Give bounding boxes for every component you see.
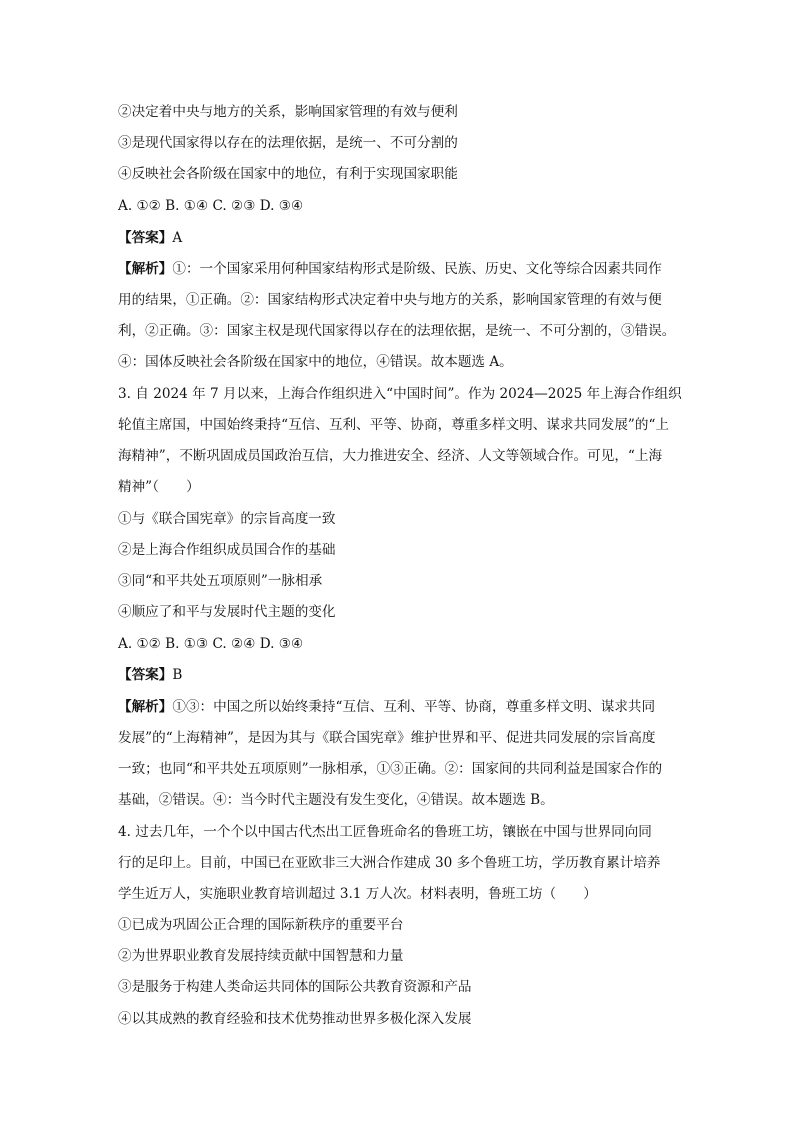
q3-stem-line-3: 海精神”，不断巩固成员国政治互信，大力推进安全、经济、人文等领域合作。可见，“上海 bbox=[118, 448, 663, 464]
q4-stem-line-1: 4. 过去几年，一个个以中国古代杰出工匠鲁班命名的鲁班工坊，镶嵌在中国与世界同向同 bbox=[118, 824, 652, 840]
q3-answer-label: 【答案】 bbox=[118, 667, 173, 683]
q2-choices: A. ①② B. ①④ C. ②③ D. ③④ bbox=[118, 198, 304, 214]
q3-stem-line-4: 精神”（ ） bbox=[118, 479, 200, 495]
q3-stem-line-2: 轮值主席国，中国始终秉持“互信、互利、平等、协商，尊重多样文明、谋求共同发展”的“上 bbox=[118, 417, 670, 433]
q2-analysis-line-1 bbox=[118, 259, 662, 279]
q4-option-4: ④以其成熟的教育经验和技术优势推动世界多极化深入发展 bbox=[118, 1011, 472, 1027]
q4-stem-line-2: 行的足印上。目前，中国已在亚欧非三大洲合作建成 30 多个鲁班工坊，学历教育累计培养 bbox=[118, 855, 661, 871]
q3-analysis-line-1 bbox=[118, 697, 655, 717]
q2-option-2: ②决定着中央与地方的关系，影响国家管理的有效与便利 bbox=[118, 104, 458, 120]
q2-option-3: ③是现代国家得以存在的法理依据，是统一、不可分割的 bbox=[118, 135, 458, 151]
q4-option-3: ③是服务于构建人类命运共同体的国际公共教育资源和产品 bbox=[118, 979, 472, 995]
q3-analysis-label: 【解析】 bbox=[118, 699, 173, 715]
q2-analysis-text-1: ①：一个国家采用何种国家结构形式是阶级、民族、历史、文化等综合因素共同作 bbox=[172, 261, 662, 277]
q2-analysis-line-2: 用的结果，①正确。②：国家结构形式决定着中央与地方的关系，影响国家管理的有效与便 bbox=[118, 292, 662, 308]
q3-analysis-line-4: 基础，②错误。④：当今时代主题没有发生变化，④错误。故本题选 B。 bbox=[118, 792, 554, 808]
q3-option-1: ①与《联合国宪章》的宗旨高度一致 bbox=[118, 511, 336, 527]
q2-analysis-label: 【解析】 bbox=[118, 261, 173, 277]
q2-answer-value: A bbox=[172, 230, 183, 246]
q3-analysis-line-3: 一致；也同“和平共处五项原则”一脉相承，①③正确。②：国家间的共同利益是国家合作的 bbox=[118, 761, 663, 777]
q3-option-4: ④顺应了和平与发展时代主题的变化 bbox=[118, 604, 336, 620]
q4-option-2: ②为世界职业教育发展持续贡献中国智慧和力量 bbox=[118, 948, 404, 964]
q4-stem-line-3: 学生近万人，实施职业教育培训超过 3.1 万人次。材料表明，鲁班工坊（ ） bbox=[118, 886, 597, 902]
q2-analysis-line-3: 利，②正确。③：国家主权是现代国家得以存在的法理依据，是统一、不可分割的，③错误。 bbox=[118, 323, 676, 339]
q2-option-4: ④反映社会各阶级在国家中的地位，有利于实现国家职能 bbox=[118, 166, 458, 182]
q3-analysis-text-1: ①③：中国之所以始终秉持“互信、互利、平等、协商，尊重多样文明、谋求共同 bbox=[172, 699, 656, 715]
q3-analysis-line-2: 发展”的“上海精神”，是因为其与《联合国宪章》维护世界和平、促进共同发展的宗旨高度 bbox=[118, 730, 656, 746]
q3-option-2: ②是上海合作组织成员国合作的基础 bbox=[118, 542, 336, 558]
q2-answer-label: 【答案】 bbox=[118, 230, 173, 246]
q3-option-3: ③同“和平共处五项原则”一脉相承 bbox=[118, 573, 323, 589]
q3-answer-value: B bbox=[172, 667, 183, 683]
q3-stem-line-1: 3. 自 2024 年 7 月以来，上海合作组织进入“中国时间”。作为 2024—2025 年上海合作组织 bbox=[118, 386, 682, 402]
q4-option-1: ①已成为巩固公正合理的国际新秩序的重要平台 bbox=[118, 917, 404, 933]
q3-answer bbox=[118, 665, 182, 685]
q2-analysis-line-4: ④：国体反映社会各阶级在国家中的地位，④错误。故本题选 A。 bbox=[118, 354, 513, 370]
q2-answer bbox=[118, 228, 182, 248]
q3-choices: A. ①② B. ①③ C. ②④ D. ③④ bbox=[118, 636, 304, 652]
